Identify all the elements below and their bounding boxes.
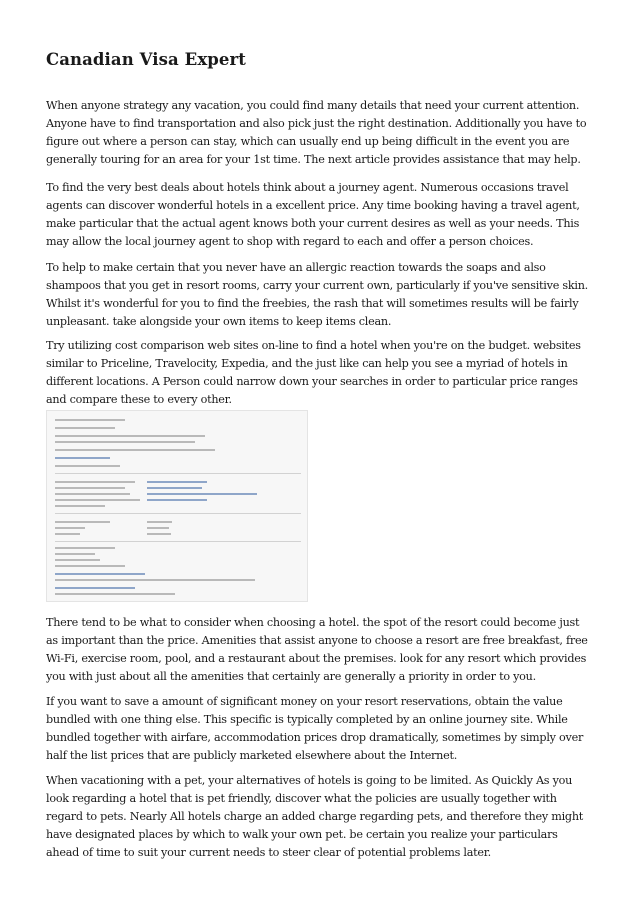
paragraph-4: Try utilizing cost comparison web sites on-line to find a hotel when you're on the budget. websites similar to Priceline, Travelocity, Expedia, and the just like can help you see a myriad of hotels in different locations. A Person could narrow down your searches in order to particular price ranges and compare these to every other.: [46, 339, 581, 406]
paragraph-5: There tend to be what to consider when choosing a hotel. the spot of the resort could become just as important than the price. Amenities that assist anyone to choose a resort are free breakfast, free Wi-Fi, exercise room, pool, and a restaurant about the premises. look for any resort which provides you with just about all the amenities that certainly are generally a priority in order to you.: [46, 616, 588, 683]
paragraph-3: To help to make certain that you never have an allergic reaction towards the soaps and also shampoos that you get in resort rooms, carry your current own, particularly if you've sensitive skin. Whilst it's wonderful for you to find the freebies, the rash that will sometimes results will be fairly unpleasant. take alongside your own items to keep items clean.: [46, 261, 588, 328]
paragraph-1: When anyone strategy any vacation, you could find many details that need your current attention. Anyone have to find transportation and also pick just the right destination. Additionally you have to figure out where a person can stay, which can usually end up being difficult in the event you are generally touring for an area for your 1st time. The next article provides assistance that may help.: [46, 99, 587, 166]
document-title: Canadian Visa Expert: [46, 50, 247, 69]
paragraph-6: If you want to save a amount of significant money on your resort reservations, obtain the value bundled with one thing else. This specific is typically completed by an online journey site. While bundled together with airfare, accommodation prices drop dramatically, sometimes by simply over half the list prices that are publicly marketed elsewhere about the Internet.: [46, 695, 584, 762]
paragraph-7: When vacationing with a pet, your alternatives of hotels is going to be limited. As Quickly As you look regarding a hotel that is pet friendly, discover what the policies are usually together with regard to pets. Nearly All hotels charge an added charge regarding pets, and therefore they might have designated places by which to walk your own pet. be certain you realize your particulars ahead of time to suit your current needs to steer clear of potential problems later.: [46, 774, 584, 859]
email-screenshot-image: [46, 410, 308, 602]
paragraph-2: To find the very best deals about hotels think about a journey agent. Numerous occasions travel agents can discover wonderful hotels in a excellent price. Any time booking having a travel agent, make particular that the actual agent knows both your current desires as well as your needs. This may allow the local journey agent to shop with regard to each and offer a person choices.: [46, 181, 580, 248]
